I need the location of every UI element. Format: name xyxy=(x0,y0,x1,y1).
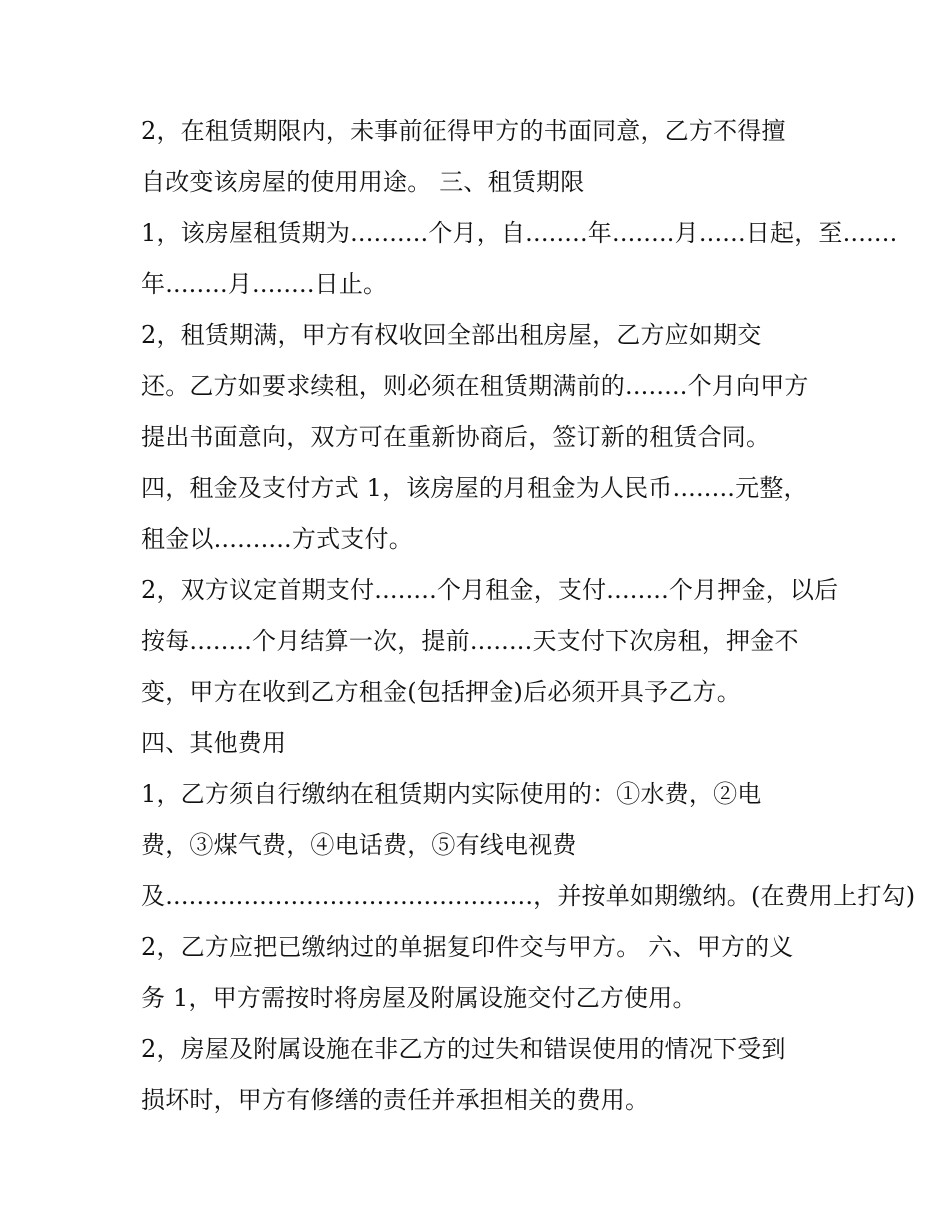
text-line-3: 1，该房屋租赁期为..........个月，自........年........月......日起，至....... xyxy=(141,219,898,247)
text-line-1: 2，在租赁期限内，未事前征得甲方的书面同意，乙方不得擅 xyxy=(141,117,786,145)
contract-text xyxy=(141,106,916,1126)
text-line-15: 费，③煤气费，④电话费，⑤有线电视费 xyxy=(141,831,577,859)
text-line-12: 变，甲方在收到乙方租金(包括押金)后必须开具予乙方。 xyxy=(141,678,741,706)
text-line-11: 按每........个月结算一次，提前........天支付下次房租，押金不 xyxy=(141,627,799,655)
text-line-13: 四、其他费用 xyxy=(141,729,287,757)
text-line-20: 损坏时，甲方有修缮的责任并承担相关的费用。 xyxy=(141,1086,650,1114)
text-line-14: 1，乙方须自行缴纳在租赁期内实际使用的：①水费，②电 xyxy=(141,780,762,808)
text-line-18: 务 1，甲方需按时将房屋及附属设施交付乙方使用。 xyxy=(141,984,697,1012)
text-line-9: 租金以..........方式支付。 xyxy=(141,525,413,553)
text-line-19: 2，房屋及附属设施在非乙方的过失和错误使用的情况下受到 xyxy=(141,1035,786,1063)
text-line-17: 2，乙方应把已缴纳过的单据复印件交与甲方。 六、甲方的义 xyxy=(141,933,794,961)
text-line-8: 四，租金及支付方式 1，该房屋的月租金为人民币........元整， xyxy=(141,474,808,502)
text-line-2: 自改变该房屋的使用用途。 三、租赁期限 xyxy=(141,168,585,196)
text-line-10: 2，双方议定首期支付........个月租金，支付........个月押金，以后 xyxy=(141,576,839,604)
text-line-7: 提出书面意向，双方可在重新协商后，签订新的租赁合同。 xyxy=(141,423,771,451)
text-line-16: 及...............................................，并按单如期缴纳。(在费用上打勾) xyxy=(141,882,916,910)
text-line-5: 2，租赁期满，甲方有权收回全部出租房屋，乙方应如期交 xyxy=(141,321,762,349)
text-line-6: 还。乙方如要求续租，则必须在租赁期满前的........个月向甲方 xyxy=(141,372,809,400)
text-line-4: 年........月........日止。 xyxy=(141,270,388,298)
